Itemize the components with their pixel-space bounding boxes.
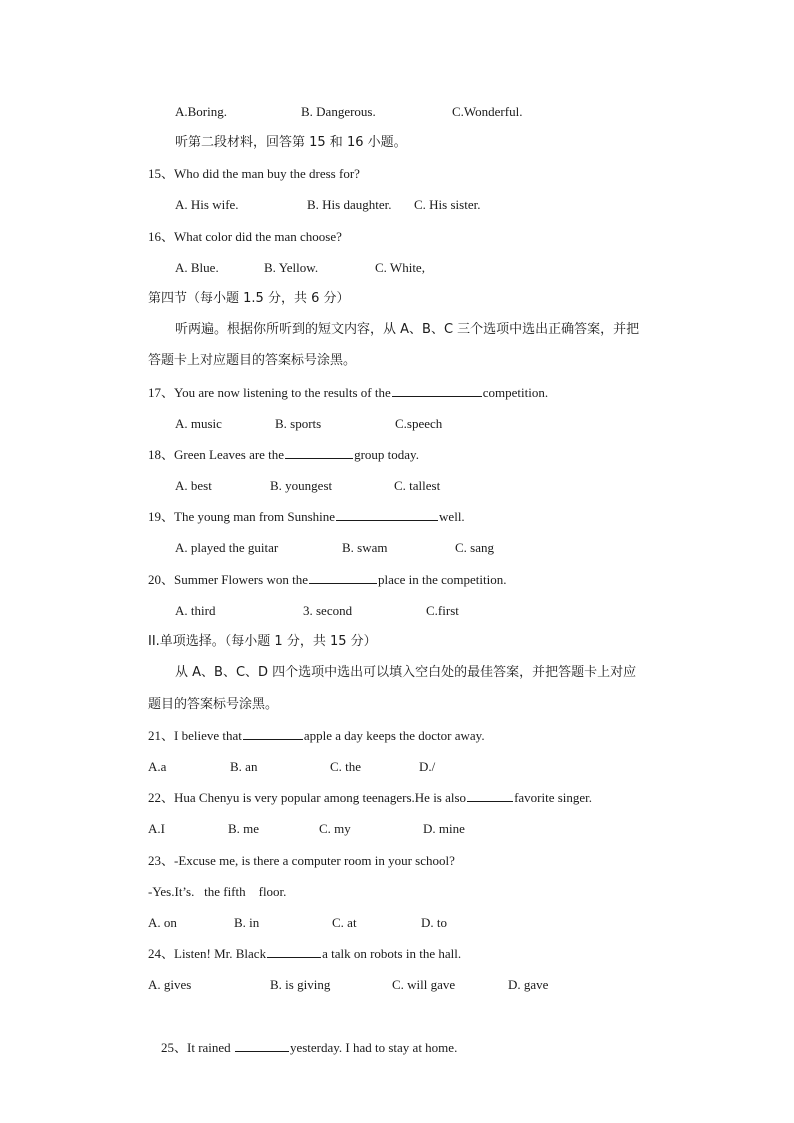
part-4-title: 第四节（每小题 1.5 分，共 6 分）: [148, 291, 350, 306]
q15-stem: 15、Who did the man buy the dress for?: [148, 166, 360, 181]
section-2-intro: 听第二段材料，回答第 15 和 16 小题。: [175, 135, 407, 150]
q21-option-d: D./: [419, 759, 436, 774]
q17-option-a: A. music: [175, 416, 222, 431]
q24-stem-before: 24、Listen! Mr. Black: [148, 946, 267, 961]
q23-reply: -Yes.It’s. the fifth floor.: [148, 884, 287, 899]
q19-option-a: A. played the guitar: [175, 540, 279, 555]
q20-option-a: A. third: [175, 603, 216, 618]
q25-stem-before: 25、It rained: [161, 1040, 234, 1055]
q21-stem: [148, 720, 485, 751]
q17-stem-before: 17、You are now listening to the results of the: [148, 385, 391, 400]
q20-answer-blank: [309, 569, 377, 584]
section-ii-instructions-line-2: 题目的答案标号涂黑。: [148, 697, 279, 712]
q24-stem-after: a talk on robots in the hall.: [322, 946, 462, 961]
q25-stem: [148, 1001, 458, 1055]
q24-answer-blank: [267, 943, 321, 958]
q23-option-a: A. on: [148, 915, 177, 930]
q22-option-c: C. my: [319, 821, 351, 836]
q16-option-c: C. White,: [375, 260, 425, 275]
q21-answer-blank: [243, 725, 303, 740]
q25-answer-blank: [235, 1037, 289, 1052]
q16-option-b: B. Yellow.: [264, 260, 319, 275]
q23-option-d: D. to: [421, 915, 447, 930]
q18-option-c: C. tallest: [394, 478, 441, 493]
q20-option-b: 3. second: [303, 603, 353, 618]
q21-stem-after: apple a day keeps the doctor away.: [303, 728, 485, 743]
q24-option-b: B. is giving: [270, 977, 331, 992]
q25-stem-after: yesterday. I had to stay at home.: [289, 1040, 458, 1055]
q18-stem-after: group today.: [354, 447, 419, 462]
q21-option-b: B. an: [230, 759, 258, 774]
q21-option-a: A.a: [148, 759, 167, 774]
q17-option-b: B. sports: [275, 416, 322, 431]
q22-stem-before: 22、Hua Chenyu is very popular among teenagers.He is also: [148, 790, 467, 805]
q16-stem: 16、What color did the man choose?: [148, 229, 342, 244]
q18-option-b: B. youngest: [270, 478, 333, 493]
q17-stem: [148, 377, 548, 408]
q19-stem: [148, 501, 465, 532]
q22-option-d: D. mine: [423, 821, 465, 836]
section-ii-instructions-line-1: 从 A、B、C、D 四个选项中选出可以填入空白处的最佳答案，并把答题卡上对应: [175, 665, 637, 680]
q21-stem-before: 21、I believe that: [148, 728, 242, 743]
q24-option-d: D. gave: [508, 977, 549, 992]
q18-stem-before: 18、Green Leaves are the: [148, 447, 285, 462]
q21-option-c: C. the: [330, 759, 362, 774]
q17-option-c: C.speech: [395, 416, 443, 431]
q14-option-c: C.Wonderful.: [452, 104, 523, 119]
q15-option-a: A. His wife.: [175, 197, 239, 212]
q20-stem-before: 20、Summer Flowers won the: [148, 572, 308, 587]
q24-option-c: C. will gave: [392, 977, 456, 992]
q23-option-b: B. in: [234, 915, 260, 930]
part-4-instructions-line-1: 听两遍。根据你所听到的短文内容，从 A、B、C 三个选项中选出正确答案，并把: [175, 322, 640, 337]
section-ii-title: II.单项选择。（每小题 1 分，共 15 分）: [148, 634, 377, 649]
q14-option-a: A.Boring.: [175, 104, 227, 119]
q19-stem-after: well.: [439, 509, 465, 524]
q18-stem: [148, 439, 419, 470]
q24-stem: [148, 938, 461, 969]
q22-option-b: B. me: [228, 821, 260, 836]
q18-option-a: A. best: [175, 478, 212, 493]
q20-stem-after: place in the competition.: [377, 572, 507, 587]
q15-option-b: B. His daughter.: [307, 197, 392, 212]
q18-answer-blank: [285, 444, 353, 459]
q14-option-b: B. Dangerous.: [301, 104, 376, 119]
q22-stem: [148, 782, 592, 813]
q24-option-a: A. gives: [148, 977, 192, 992]
q15-option-c: C. His sister.: [414, 197, 481, 212]
q20-stem: [148, 564, 506, 595]
q23-option-c: C. at: [332, 915, 357, 930]
q22-option-a: A.I: [148, 821, 165, 836]
q17-answer-blank: [392, 382, 482, 397]
q19-option-b: B. swam: [342, 540, 388, 555]
q20-option-c: C.first: [426, 603, 459, 618]
q19-stem-before: 19、The young man from Sunshine: [148, 509, 336, 524]
part-4-instructions-line-2: 答题卡上对应题目的答案标号涂黑。: [148, 353, 357, 368]
q19-option-c: C. sang: [455, 540, 494, 555]
q17-stem-after: competition.: [482, 385, 549, 400]
q22-answer-blank: [467, 787, 513, 802]
q22-stem-after: favorite singer.: [514, 790, 593, 805]
q16-option-a: A. Blue.: [175, 260, 219, 275]
q23-stem: 23、-Excuse me, is there a computer room in your school?: [148, 853, 455, 868]
q19-answer-blank: [336, 506, 438, 521]
